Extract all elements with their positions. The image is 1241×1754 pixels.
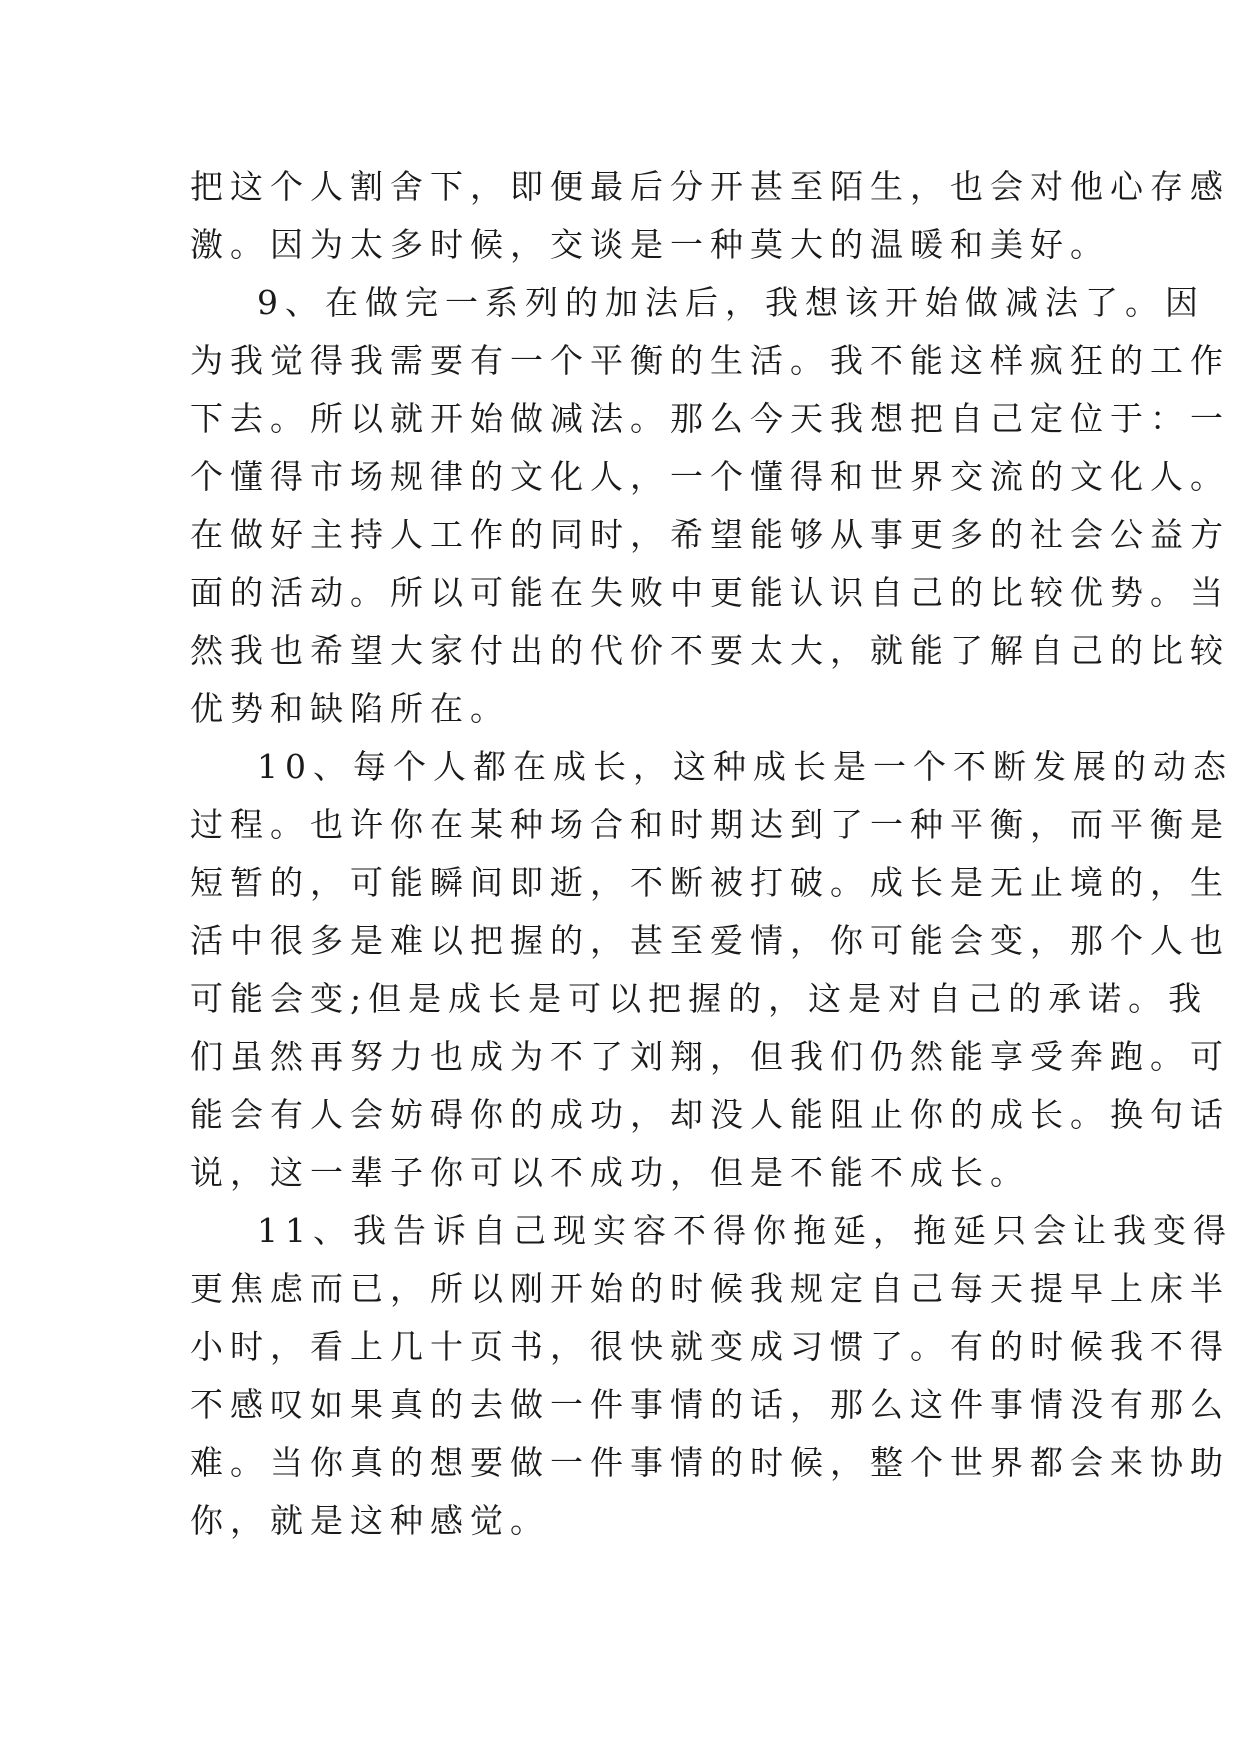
paragraph-start-line: 11、我告诉自己现实容不得你拖延，拖延只会让我变得 xyxy=(257,1211,1233,1250)
text-line: 在做好主持人工作的同时，希望能够从事更多的社会公益方 xyxy=(190,515,1230,554)
text-line: 说，这一辈子你可以不成功，但是不能不成长。 xyxy=(190,1153,1030,1192)
text-line: 下去。所以就开始做减法。那么今天我想把自己定位于：一 xyxy=(190,399,1230,438)
text-line: 难。当你真的想要做一件事情的时候，整个世界都会来协助 xyxy=(190,1443,1230,1482)
text-line: 激。因为太多时候，交谈是一种莫大的温暖和美好。 xyxy=(190,225,1110,264)
text-line: 你，就是这种感觉。 xyxy=(190,1501,550,1540)
text-line: 为我觉得我需要有一个平衡的生活。我不能这样疯狂的工作 xyxy=(190,341,1230,380)
text-line: 能会有人会妨碍你的成功，却没人能阻止你的成长。换句话 xyxy=(190,1095,1230,1134)
text-line: 短暂的，可能瞬间即逝，不断被打破。成长是无止境的，生 xyxy=(190,863,1230,902)
paragraph-start-line: 10、每个人都在成长，这种成长是一个不断发展的动态 xyxy=(257,747,1233,786)
text-line: 们虽然再努力也成为不了刘翔，但我们仍然能享受奔跑。可 xyxy=(190,1037,1230,1076)
text-line: 面的活动。所以可能在失败中更能认识自己的比较优势。当 xyxy=(190,573,1230,612)
text-line: 更焦虑而已，所以刚开始的时候我规定自己每天提早上床半 xyxy=(190,1269,1230,1308)
text-line: 活中很多是难以把握的，甚至爱情，你可能会变，那个人也 xyxy=(190,921,1230,960)
text-line: 不感叹如果真的去做一件事情的话，那么这件事情没有那么 xyxy=(190,1385,1230,1424)
text-line: 小时，看上几十页书，很快就变成习惯了。有的时候我不得 xyxy=(190,1327,1230,1366)
text-line: 个懂得市场规律的文化人，一个懂得和世界交流的文化人。 xyxy=(190,457,1230,496)
text-line: 优势和缺陷所在。 xyxy=(190,689,510,728)
text-line: 过程。也许你在某种场合和时期达到了一种平衡，而平衡是 xyxy=(190,805,1230,844)
text-line: 然我也希望大家付出的代价不要太大，就能了解自己的比较 xyxy=(190,631,1230,670)
text-line: 可能会变;但是成长是可以把握的，这是对自己的承诺。我 xyxy=(190,979,1209,1018)
text-line: 把这个人割舍下，即便最后分开甚至陌生，也会对他心存感 xyxy=(190,167,1230,206)
paragraph-start-line: 9、在做完一系列的加法后，我想该开始做减法了。因 xyxy=(257,283,1205,322)
